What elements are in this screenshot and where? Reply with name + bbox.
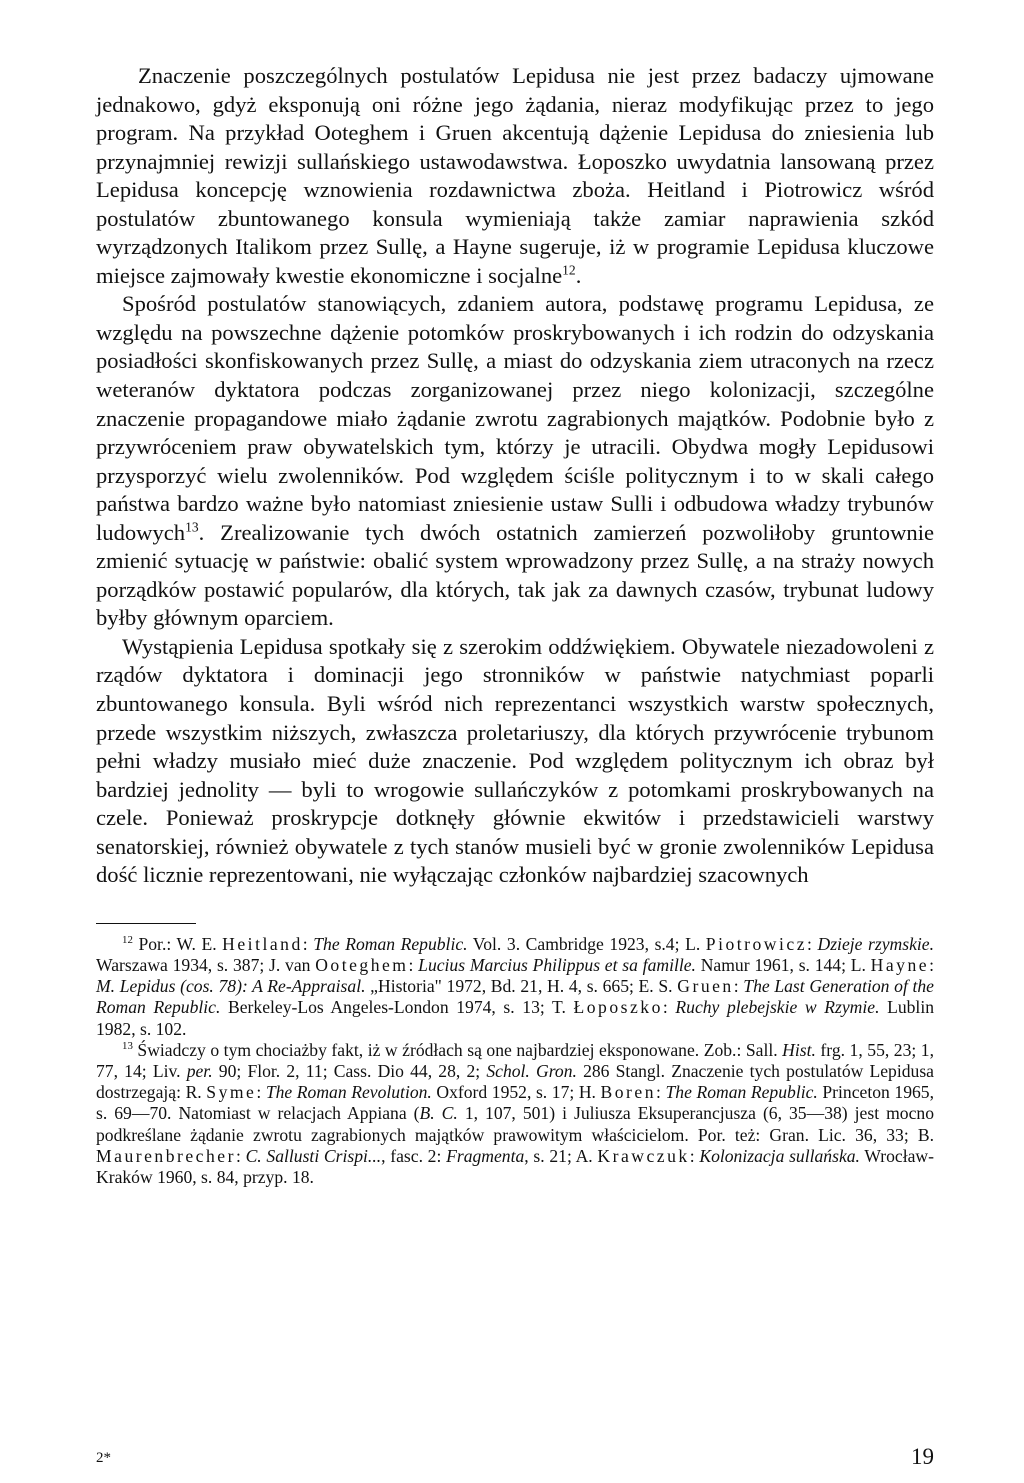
footnote-author: Hayne [870,955,930,976]
paragraph [96,633,934,890]
footnote-text: : [689,1145,700,1166]
footnote-text: „Historia" 1972, Bd. 21, H. 4, s. 665; E. S. [365,976,678,997]
footnote [96,1040,934,1188]
footnote-title: The Last Generation of the Roman Republic. [96,976,934,1018]
paragraph-text: Wystąpienia Lepidusa spotkały się z szerokim oddźwiękiem. Obywatele niezadowoleni z rządów dyktatora i dominacji jego stronników w państwie natychmiast poparli zbuntowanego konsula. Byli wśród nich reprezentanci wszystkich warstw społecznych, przede wszystkim niższych, zwłaszcza proletariuszy, dla których przywrócenie trybunom pełni władzy musiało mieć duże znaczenie. Pod względem politycznym ich obraz był bardziej jednolity — byli to wrogowie sullańczyków z potomkami proskrybowanych na czele. Ponieważ proskrypcje dotknęły głównie ekwitów i przedstawicieli warstwy senatorskiej, również obywatele z tych stanów musieli być w gronie zwolenników Lepidusa dość licznie reprezentowani, nie wyłączając członków najbardziej szacownych [96,633,934,888]
footnote-text: Berkeley-Los Angeles-London 1974, s. 13; T. [220,997,574,1018]
footnotes [96,934,934,1188]
footnote-number: 13 [122,1040,133,1053]
footnote-text: : [235,1145,246,1166]
footnote-text: , s. 21; A. [524,1145,598,1166]
footnote-text: frg. 1, 55, 23; 1, 77, 14; Liv. [96,1039,934,1082]
footnote-author: Boren [600,1082,657,1103]
footnote-title: Fragmenta [446,1145,525,1166]
page-number: 19 [911,1444,934,1469]
footnote-title: The Roman Republic. [665,1082,818,1103]
footnote-title: B. C. [419,1103,458,1124]
footnote-reference[interactable]: 13 [185,519,199,535]
footnote-text: Vol. 3. Cambridge 1923, s.4; L. [467,933,706,954]
footnote-text: Świadczy o tym chociażby fakt, iż w źródłach są one najbardziej eksponowane. Zob.: Sall. [132,1039,783,1060]
footnote-text: : [256,1082,266,1103]
footnote-reference[interactable]: 12 [562,262,576,278]
footnote-text: : [302,933,314,954]
page-content [96,62,934,1188]
footnote-text: Lublin 1982, s. 102. [96,997,935,1039]
main-text [96,62,934,890]
footnote-title: M. Lepidus (cos. 78): A Re-Appraisal. [96,976,366,997]
footnote-title: The Roman Revolution. [265,1082,432,1103]
footnote-divider [96,923,196,924]
footnote-text: : [807,933,818,954]
footnote-title: Dzieje rzymskie. [817,933,934,954]
footnote-text: 90; Flor. 2, 11; Cass. Dio 44, 28, 2; [212,1061,487,1082]
footnote-title: Schol. Gron. [486,1061,577,1082]
footnote-title: C. Sallusti Crispi... [245,1145,382,1166]
paragraph-text: . [575,262,582,288]
page-footer [96,1444,934,1474]
footnote-author: Ooteghem [315,955,409,976]
footnote-text: Wrocław-Kraków 1960, s. 84, przyp. 18. [96,1145,934,1188]
footnote-title: Lucius Marcius Philippus et sa famille. [418,955,696,976]
footnote-title: per. [186,1061,213,1082]
paragraph-text: Spośród postulatów stanowiących, zdaniem autora, podstawę programu Lepidusa, ze względu na powszechne dążenie potomków proskrybowanych i ich rodzin do odzyskania posiadłości skonfiskowanych przez Sullę, a miast do odzyskania ziem utraconych na rzecz weteranów dyktatora podczas zorganizowanej przez niego kolonizacji, szczególne znaczenie propagandowe miało żądanie zwrotu zagrabionych majątków. Podobnie było z przywróceniem praw obywatelskich tym, którzy je utracili. Obydwa mogły Lepidusowi przysporzyć wielu zwolenników. Pod względem ściśle politycznym i to w skali całego państwa bardzo ważne było natomiast zniesienie ustaw Sulli i odbudowa władzy trybunów ludowych [96,291,934,545]
footnote-author: Gruen [677,976,734,997]
footnote-title: Hist. [782,1039,816,1060]
footnote-author: Syme [206,1082,257,1103]
signature-mark: 2* [96,1450,111,1466]
footnote-author: Łoposzko [573,997,663,1018]
footnote-author: Piotrowicz [705,933,808,954]
footnote-number: 12 [122,934,133,946]
footnote-text: Warszawa 1934, s. 387; J. van [96,955,316,976]
paragraph-text: . Zrealizowanie tych dwóch ostatnich zamierzeń pozwoliłoby gruntownie zmienić sytuację w państwie: obalić system wprowadzony przez Sullę, a na straży nowych porządków postawić popularów, dla których, tak jak za dawnych czasów, trybunat ludowy byłby głównym oparciem. [96,519,934,631]
footnote-text: Oxford 1952, s. 17; H. [431,1082,601,1103]
footnote-title: Ruchy plebejskie w Rzymie. [675,997,880,1018]
footnote-text: Princeton 1965, s. 69—70. Natomiast w relacjach Appiana ( [96,1082,934,1124]
footnote-text: : [656,1082,666,1103]
footnote-text: : [408,955,419,976]
paragraph [96,290,934,633]
footnote-title: Kolonizacja sullańska. [699,1145,860,1166]
footnote-text: 286 Stangl. Znaczenie tych postulatów Lepidusa dostrzegają: R. [96,1061,934,1103]
footnote-text: : [662,997,676,1018]
footnote-text: : [733,976,744,997]
footnote-text: Por.: W. E. [132,933,223,954]
footnote-text: : [929,955,934,976]
footnote-text: 1, 107, 501) i Juliusza Eksuperancjusza (6, 35—38) jest mocno podkreślane żądanie zwrotu zagrabionych majątków prawowitym właścicielom. Por. też: Gran. Lic. 36, 33; B. [96,1103,934,1145]
footnote-title: The Roman Republic. [313,933,468,954]
footnote-author: Heitland [222,933,303,954]
footnote-text: , fasc. 2: [381,1145,447,1166]
footnote-author: Krawczuk [597,1145,690,1166]
paragraph-text: Znaczenie poszczególnych postulatów Lepidusa nie jest przez badaczy ujmowane jednakowo, gdyż eksponują oni różne jego żądania, nieraz modyfikując przez to jego program. Na przykład Ooteghem i Gruen akcentują dążenie Lepidusa do zniesienia lub przynajmniej rewizji sullańskiego ustawodawstwa. Łoposzko uwydatnia lansowaną przez Lepidusa koncepcję wznowienia rozdawnictwa zboża. Heitland i Piotrowicz wśród postulatów zbuntowanego konsula wymieniają także zamiar naprawienia szkód wyrządzonych Italikom przez Sullę, a Hayne sugeruje, iż w programie Lepidusa kluczowe miejsce zajmowały kwestie ekonomiczne i socjalne [96,63,934,288]
footnote-author: Maurenbrecher [96,1145,236,1166]
footnote [96,934,934,1040]
paragraph [96,62,934,290]
footnote-text: Namur 1961, s. 144; L. [695,955,871,976]
